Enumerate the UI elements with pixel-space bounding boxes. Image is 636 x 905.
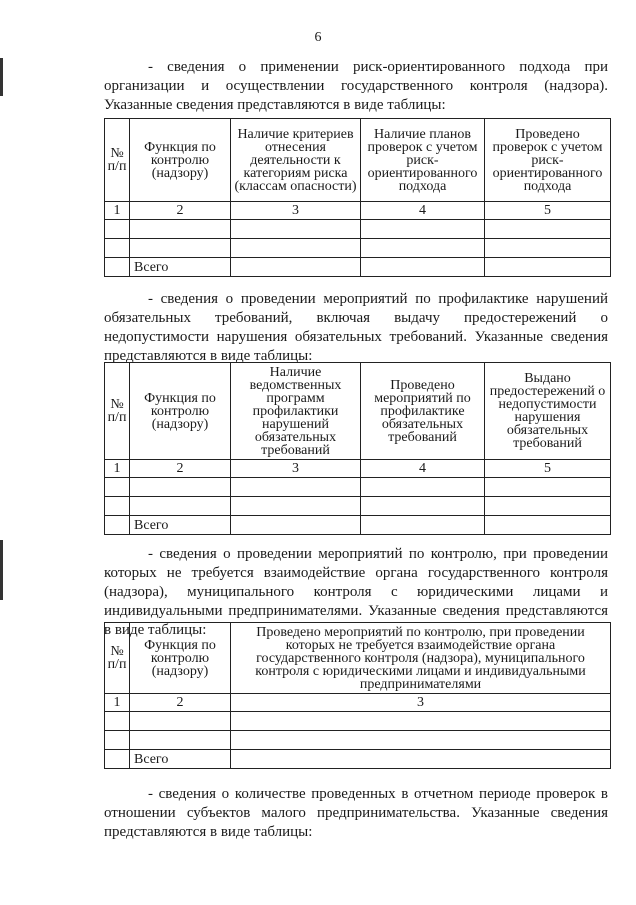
table-row xyxy=(105,220,611,239)
column-number: 3 xyxy=(231,202,361,220)
header-cell: Проведено мероприятий по контролю, при проведении которых не требуется взаимодействие органа государственного контроля (надзора), муниципального контроля с юридическими лицами и индивидуальными предпринимателями xyxy=(231,623,611,694)
paragraph-risk-approach: - сведения о применении риск-ориентированного подхода при организации и осуществлении государственного контроля (надзора). Указанные сведения представляются в виде таблицы: xyxy=(104,59,608,113)
header-cell: Проведено проверок с учетом риск-ориентированного подхода xyxy=(485,119,611,202)
header-cell: Проведено мероприятий по профилактике обязательных требований xyxy=(361,363,485,460)
column-number-row xyxy=(105,202,611,220)
column-number: 2 xyxy=(130,202,231,220)
header-cell: Наличие ведомственных программ профилактики нарушений обязательных требований xyxy=(231,363,361,460)
column-number: 2 xyxy=(130,694,231,712)
header-cell: Наличие планов проверок с учетом риск-ориентированного подхода xyxy=(361,119,485,202)
header-cell: № п/п xyxy=(105,119,130,202)
total-label: Всего xyxy=(130,750,231,769)
header-cell: Выдано предостережений о недопустимости нарушения обязательных требований xyxy=(485,363,611,460)
table-prevention xyxy=(104,362,611,535)
paragraph-control-no-interaction: - сведения о проведении мероприятий по контролю, при проведении которых не требуется взаимодействие органа государственного контроля (надзора), муниципального контроля с юридическими лицами и индивидуальными предпринимателями. Указанные сведения представляются в виде таблицы: xyxy=(104,546,608,638)
column-number: 1 xyxy=(105,694,130,712)
table-header-row xyxy=(105,623,611,694)
scan-edge-mark xyxy=(0,58,3,96)
table-row xyxy=(105,731,611,750)
column-number: 2 xyxy=(130,460,231,478)
column-number: 4 xyxy=(361,460,485,478)
header-cell: № п/п xyxy=(105,623,130,694)
table-total-row xyxy=(105,516,611,535)
table-row xyxy=(105,712,611,731)
page-number: 6 xyxy=(314,30,322,45)
column-number: 5 xyxy=(485,460,611,478)
total-label: Всего xyxy=(130,516,231,535)
column-number: 3 xyxy=(231,694,611,712)
column-number: 3 xyxy=(231,460,361,478)
table-row xyxy=(105,478,611,497)
table-risk-approach xyxy=(104,118,611,277)
table-header-row xyxy=(105,119,611,202)
total-label: Всего xyxy=(130,258,231,277)
header-cell: Наличие критериев отнесения деятельности к категориям риска (классам опасности) xyxy=(231,119,361,202)
header-cell: Функция по контролю (надзору) xyxy=(130,119,231,202)
header-cell: № п/п xyxy=(105,363,130,460)
table-header-row xyxy=(105,363,611,460)
header-cell: Функция по контролю (надзору) xyxy=(130,623,231,694)
header-cell: Функция по контролю (надзору) xyxy=(130,363,231,460)
table-control-no-interaction xyxy=(104,622,611,769)
scan-edge-mark xyxy=(0,540,3,600)
table-row xyxy=(105,239,611,258)
column-number: 5 xyxy=(485,202,611,220)
column-number: 1 xyxy=(105,460,130,478)
table-total-row xyxy=(105,258,611,277)
table-row xyxy=(105,497,611,516)
paragraph-small-business: - сведения о количестве проведенных в отчетном периоде проверок в отношении субъектов малого предпринимательства. Указанные сведения представляются в виде таблицы: xyxy=(104,786,608,840)
column-number-row xyxy=(105,460,611,478)
table-total-row xyxy=(105,750,611,769)
paragraph-prevention: - сведения о проведении мероприятий по профилактике нарушений обязательных требований, включая выдачу предостережений о недопустимости нарушения обязательных требований. Указанные сведения представляются в виде таблицы: xyxy=(104,291,608,364)
column-number: 4 xyxy=(361,202,485,220)
column-number-row xyxy=(105,694,611,712)
column-number: 1 xyxy=(105,202,130,220)
